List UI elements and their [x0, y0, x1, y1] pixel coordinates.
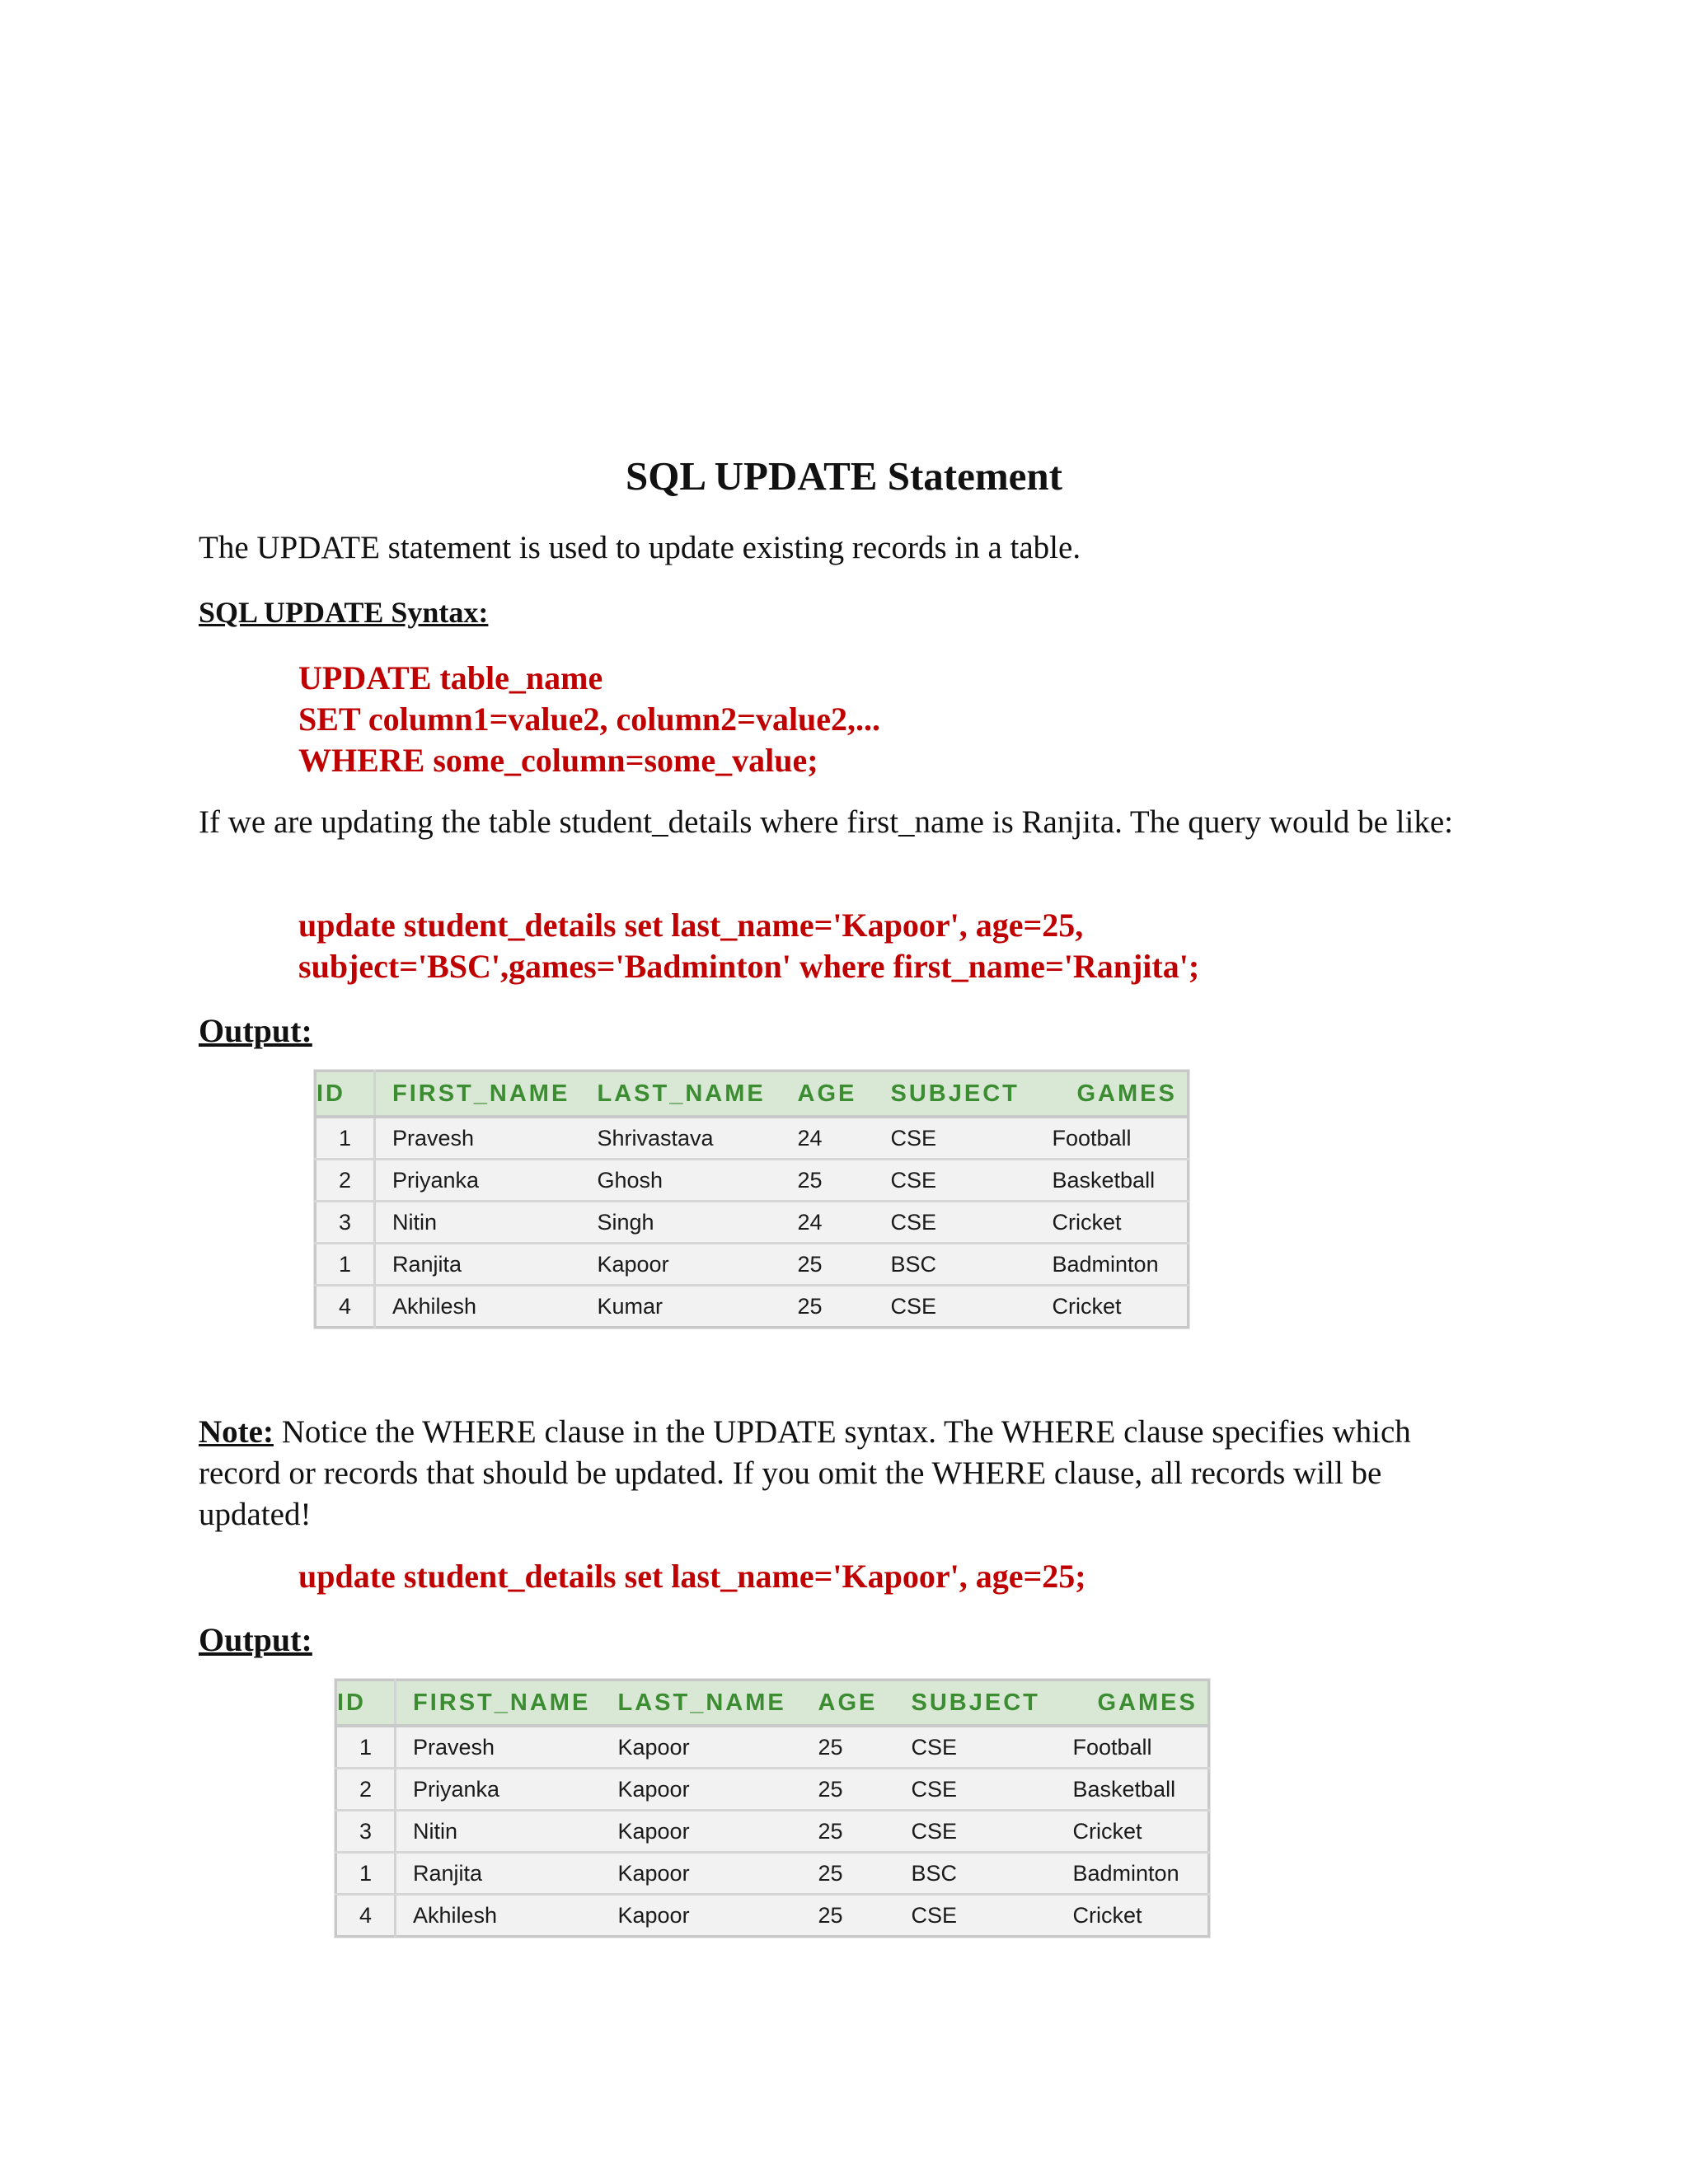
- column-header: SUBJECT: [874, 1071, 1036, 1118]
- column-header: GAMES: [1057, 1680, 1209, 1727]
- table-cell: Cricket: [1057, 1895, 1209, 1937]
- table-row: [316, 1286, 1189, 1328]
- column-header: SUBJECT: [895, 1680, 1057, 1727]
- table-cell: Akhilesh: [375, 1286, 581, 1328]
- note-label: Note:: [199, 1414, 274, 1450]
- table-cell: BSC: [874, 1244, 1036, 1286]
- example-query-block: [298, 905, 1535, 987]
- table-cell: 2: [316, 1160, 375, 1202]
- page-title: SQL UPDATE Statement: [626, 453, 1062, 499]
- table-cell: Kapoor: [602, 1726, 802, 1769]
- table-cell: 25: [781, 1286, 874, 1328]
- table-cell: CSE: [874, 1117, 1036, 1160]
- table-cell: 25: [802, 1853, 895, 1895]
- table-cell: Cricket: [1036, 1202, 1189, 1244]
- table-cell: 1: [316, 1244, 375, 1286]
- table-cell: Akhilesh: [396, 1895, 602, 1937]
- table-cell: 25: [802, 1811, 895, 1853]
- table-cell: Football: [1057, 1726, 1209, 1769]
- table-cell: 4: [336, 1895, 396, 1937]
- output-table-before: [314, 1070, 1189, 1329]
- table-cell: 3: [316, 1202, 375, 1244]
- syntax-line: WHERE some_column=some_value;: [298, 742, 818, 779]
- table-cell: Shrivastava: [581, 1117, 781, 1160]
- syntax-heading: SQL UPDATE Syntax:: [199, 596, 489, 629]
- syntax-line: SET column1=value2, column2=value2,...: [298, 701, 881, 738]
- table-cell: 24: [781, 1117, 874, 1160]
- table-cell: Football: [1036, 1117, 1189, 1160]
- table-cell: 24: [781, 1202, 874, 1244]
- output-label: Output:: [199, 1012, 312, 1049]
- table-cell: 4: [316, 1286, 375, 1328]
- table-cell: Basketball: [1057, 1769, 1209, 1811]
- table-cell: 25: [781, 1160, 874, 1202]
- note-text: Notice the WHERE clause in the UPDATE syntax. The WHERE clause specifies which record or records that should be updated. If you omit the WHERE clause, all records will be updated!: [199, 1414, 1411, 1532]
- table-cell: Priyanka: [396, 1769, 602, 1811]
- table-row: [336, 1853, 1209, 1895]
- syntax-line: UPDATE table_name: [298, 659, 603, 696]
- note-paragraph: [199, 1412, 1484, 1535]
- column-header: ID: [316, 1071, 375, 1118]
- table-row: [316, 1202, 1189, 1244]
- table-cell: CSE: [895, 1726, 1057, 1769]
- table-cell: CSE: [874, 1202, 1036, 1244]
- table-row: [316, 1160, 1189, 1202]
- table-cell: 1: [336, 1726, 396, 1769]
- syntax-code-block: [298, 658, 1535, 781]
- table-cell: Kapoor: [581, 1244, 781, 1286]
- example-paragraph: If we are updating the table student_details where first_name is Ranjita. The query would be like:: [199, 804, 1453, 840]
- table-cell: Nitin: [396, 1811, 602, 1853]
- table-cell: CSE: [874, 1286, 1036, 1328]
- table-cell: Kapoor: [602, 1769, 802, 1811]
- output-label: Output:: [199, 1621, 312, 1658]
- table-cell: Pravesh: [375, 1117, 581, 1160]
- table-cell: Badminton: [1036, 1244, 1189, 1286]
- table-cell: Badminton: [1057, 1853, 1209, 1895]
- intro-paragraph: The UPDATE statement is used to update existing records in a table.: [199, 530, 1081, 565]
- table-cell: BSC: [895, 1853, 1057, 1895]
- table-cell: 3: [336, 1811, 396, 1853]
- query-line: subject='BSC',games='Badminton' where first_name='Ranjita';: [298, 948, 1200, 985]
- table-cell: 1: [336, 1853, 396, 1895]
- table-row: [316, 1244, 1189, 1286]
- table-row: [336, 1726, 1209, 1769]
- table-cell: 25: [781, 1244, 874, 1286]
- output-table-after: [335, 1679, 1210, 1938]
- table-cell: 2: [336, 1769, 396, 1811]
- table-cell: Cricket: [1057, 1811, 1209, 1853]
- table-cell: Priyanka: [375, 1160, 581, 1202]
- table-cell: Ghosh: [581, 1160, 781, 1202]
- column-header: LAST_NAME: [602, 1680, 802, 1727]
- table-cell: Ranjita: [375, 1244, 581, 1286]
- table-cell: Nitin: [375, 1202, 581, 1244]
- second-query: update student_details set last_name='Kapoor', age=25;: [298, 1558, 1086, 1595]
- table-row: [336, 1895, 1209, 1937]
- column-header: AGE: [781, 1071, 874, 1118]
- table-cell: Pravesh: [396, 1726, 602, 1769]
- column-header: ID: [336, 1680, 396, 1727]
- table-cell: Kapoor: [602, 1811, 802, 1853]
- table-cell: 25: [802, 1726, 895, 1769]
- table-cell: Singh: [581, 1202, 781, 1244]
- query-line: update student_details set last_name='Kapoor', age=25,: [298, 907, 1084, 944]
- table-row: [336, 1769, 1209, 1811]
- table-cell: CSE: [874, 1160, 1036, 1202]
- column-header: FIRST_NAME: [396, 1680, 602, 1727]
- table-row: [336, 1811, 1209, 1853]
- table-cell: 1: [316, 1117, 375, 1160]
- table-cell: Basketball: [1036, 1160, 1189, 1202]
- table-cell: Cricket: [1036, 1286, 1189, 1328]
- table-cell: CSE: [895, 1811, 1057, 1853]
- table-cell: Ranjita: [396, 1853, 602, 1895]
- table-cell: Kapoor: [602, 1853, 802, 1895]
- table-cell: CSE: [895, 1769, 1057, 1811]
- column-header: GAMES: [1036, 1071, 1189, 1118]
- table-cell: Kumar: [581, 1286, 781, 1328]
- column-header: FIRST_NAME: [375, 1071, 581, 1118]
- table-row: [316, 1117, 1189, 1160]
- table-cell: Kapoor: [602, 1895, 802, 1937]
- table-cell: CSE: [895, 1895, 1057, 1937]
- table-cell: 25: [802, 1769, 895, 1811]
- column-header: AGE: [802, 1680, 895, 1727]
- table-header-row: [316, 1071, 1189, 1118]
- column-header: LAST_NAME: [581, 1071, 781, 1118]
- table-cell: 25: [802, 1895, 895, 1937]
- table-header-row: [336, 1680, 1209, 1727]
